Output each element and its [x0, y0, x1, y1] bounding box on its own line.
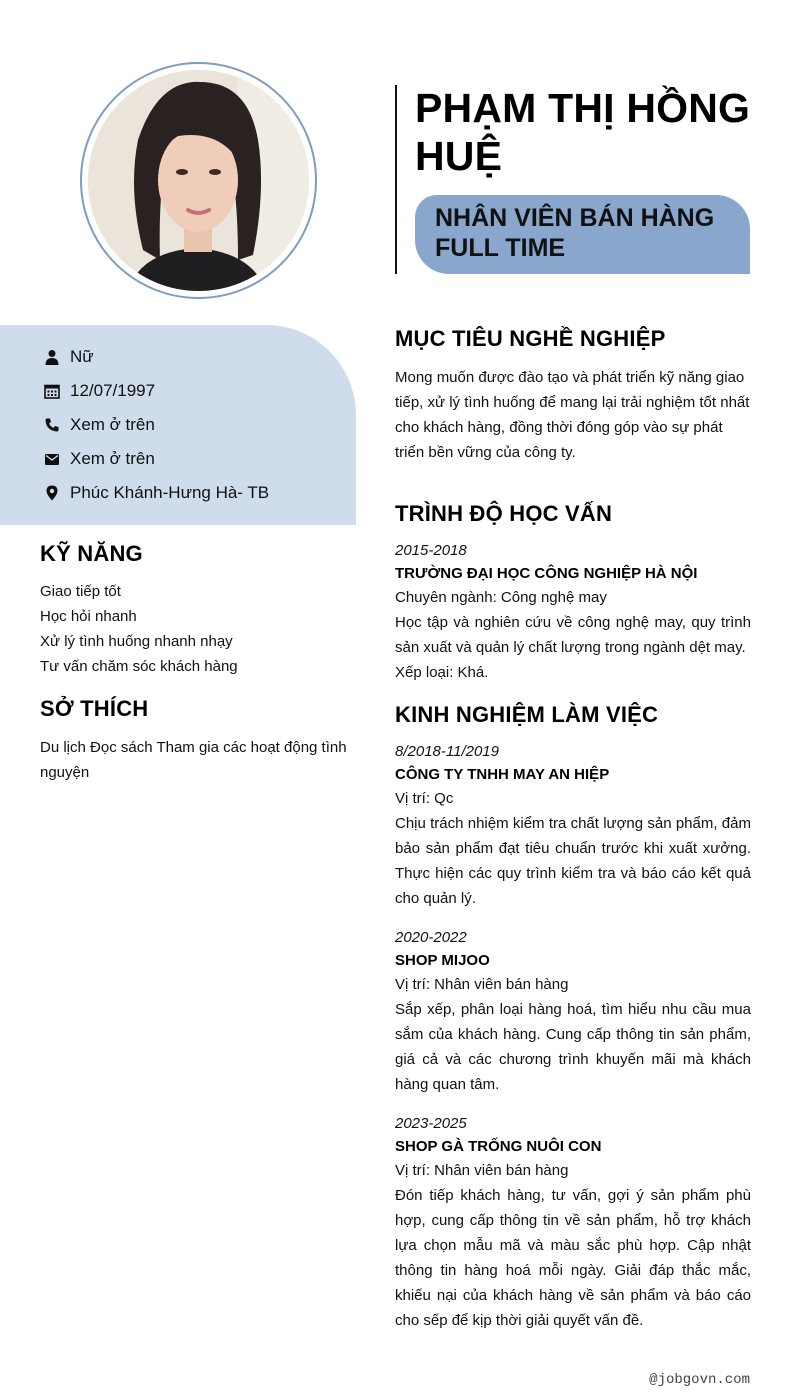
job-title-line-2: FULL TIME: [435, 234, 566, 262]
skill-item: Học hỏi nhanh: [40, 608, 137, 625]
contact-panel: [0, 325, 356, 525]
dob-value: 12/07/1997: [70, 381, 156, 400]
skill-item: Giao tiếp tốt: [40, 583, 121, 600]
job-period: 2020-2022: [395, 929, 467, 946]
job-position: Vị trí: Nhân viên bán hàng: [395, 1162, 569, 1179]
job-position: Vị trí: Nhân viên bán hàng: [395, 976, 569, 993]
full-name: [415, 84, 760, 180]
hobbies-text: Du lịch Đọc sách Tham gia các hoạt động tình nguyện: [40, 739, 347, 781]
contact-phone: [43, 414, 155, 436]
avatar-photo: [88, 70, 309, 291]
job-description: Đón tiếp khách hàng, tư vấn, gợi ý sản phẩm phù hợp, cung cấp thông tin về sản phẩm, hỗ trợ khách lựa chọn mẫu mã và màu sắc phù hợp. Cập nhật thông tin hàng hoá mỗi ngày. Giải đáp thắc mắc, khiếu nại của khách hàng về sản phẩm và báo cáo cho sếp để kịp thời giải quyết vấn đề.: [395, 1187, 751, 1329]
job-company: CÔNG TY TNHH MAY AN HIỆP: [395, 766, 610, 783]
avatar: [88, 70, 309, 291]
watermark: @jobgovn.com: [649, 1372, 750, 1388]
experience-title: KINH NGHIỆM LÀM VIỆC: [395, 702, 659, 727]
job-period: 8/2018-11/2019: [395, 743, 499, 760]
skill-item: Xử lý tình huống nhanh nhạy: [40, 633, 233, 650]
skill-item: Tư vấn chăm sóc khách hàng: [40, 658, 238, 675]
objective-text: Mong muốn được đào tạo và phát triển kỹ năng giao tiếp, xử lý tình huống để mang lại trải nghiệm tốt nhất cho khách hàng, đồng thời đóng góp vào sự phát triển bền vững của công ty.: [395, 369, 750, 461]
hobbies-title: SỞ THÍCH: [40, 696, 149, 721]
email-value: Xem ở trên: [70, 449, 155, 468]
mail-icon: [43, 450, 61, 468]
job-company: SHOP GÀ TRỐNG NUÔI CON: [395, 1138, 602, 1155]
gender-value: Nữ: [70, 347, 94, 366]
job-period: 2023-2025: [395, 1115, 467, 1132]
job-title-badge: [415, 195, 750, 274]
education-school: TRƯỜNG ĐẠI HỌC CÔNG NGHIỆP HÀ NỘI: [395, 565, 698, 582]
address-value: Phúc Khánh-Hưng Hà- TB: [70, 483, 270, 502]
contact-gender: [43, 346, 94, 368]
name-line-2: HUỆ: [415, 133, 503, 179]
education-period: 2015-2018: [395, 542, 467, 559]
person-icon: [43, 348, 61, 366]
calendar-icon: [43, 382, 61, 400]
job-description: Sắp xếp, phân loại hàng hoá, tìm hiểu nhu cầu mua sắm của khách hàng. Cung cấp thông tin sản phẩm, giá cả và các chương trình khuyến mãi mà khách hàng quan tâm.: [395, 1001, 751, 1093]
education-grade: Xếp loại: Khá.: [395, 664, 489, 681]
header-divider: [395, 85, 397, 274]
contact-address: [43, 482, 269, 504]
education-description: Học tập và nghiên cứu về công nghệ may, quy trình sản xuất và quản lý chất lượng trong ngành dệt may.: [395, 614, 751, 656]
education-title: TRÌNH ĐỘ HỌC VẤN: [395, 501, 613, 526]
job-title-line-1: NHÂN VIÊN BÁN HÀNG: [435, 204, 715, 232]
education-major: Chuyên ngành: Công nghệ may: [395, 589, 607, 606]
contact-dob: [43, 380, 155, 402]
job-description: Chịu trách nhiệm kiểm tra chất lượng sản phẩm, đảm bảo sản phẩm đạt tiêu chuẩn trước khi xuất xưởng. Thực hiện các quy trình kiểm tra và báo cáo kết quả cho quản lý.: [395, 815, 751, 907]
objective-title: MỤC TIÊU NGHỀ NGHIỆP: [395, 326, 666, 351]
job-company: SHOP MIJOO: [395, 952, 490, 969]
skills-title: KỸ NĂNG: [40, 541, 143, 566]
location-pin-icon: [43, 484, 61, 502]
phone-icon: [43, 416, 61, 434]
phone-value: Xem ở trên: [70, 415, 155, 434]
name-line-1: PHẠM THỊ HỒNG: [415, 85, 751, 131]
contact-email: [43, 448, 155, 470]
job-position: Vị trí: Qc: [395, 790, 454, 807]
